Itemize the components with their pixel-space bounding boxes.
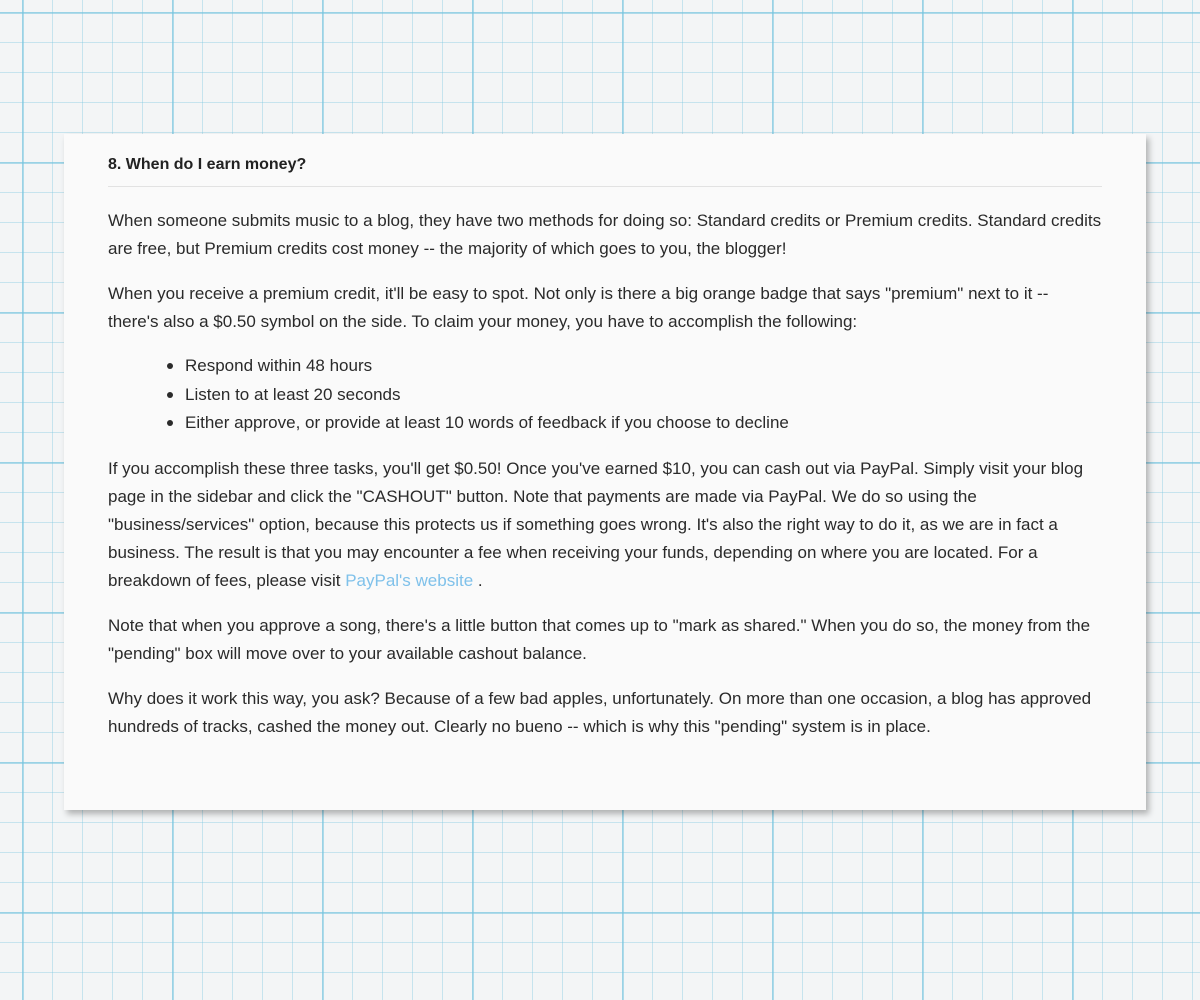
bullet-icon: [167, 392, 173, 398]
list-item-text: Either approve, or provide at least 10 words of feedback if you choose to decline: [185, 413, 789, 432]
faq-paragraph-premium: When you receive a premium credit, it'll be easy to spot. Not only is there a big orange badge that says "premium" next to it -- there's also a $0.50 symbol on the side. To claim your money, you have to accomplish the following:: [108, 284, 1049, 331]
faq-card: [64, 134, 1146, 810]
list-item-text: Respond within 48 hours: [185, 356, 373, 375]
requirements-list: [108, 352, 1102, 438]
cashout-text: If you accomplish these three tasks, you'll get $0.50! Once you've earned $10, you can cash out via PayPal. Simply visit your blog page in the sidebar and click the "CASHOUT" button. Note that payments are made via PayPal. We do so using the "business/services" option, because this protects us if something goes wrong. It's also the right way to do it, as we are in fact a business. The result is that you may encounter a fee when receiving your funds, depending on where you are located. For a breakdown of fees, please visit: [108, 458, 1084, 590]
list-item: [165, 409, 1102, 438]
list-item: [165, 381, 1102, 410]
faq-question-title: 8. When do I earn money?: [108, 156, 1102, 187]
faq-paragraph-credits: When someone submits music to a blog, they have two methods for doing so: Standard credits or Premium credits. Standard credits are free, but Premium credits cost money -- the majority of which goes to you, the blogger!: [108, 211, 1102, 258]
cashout-text-end: .: [473, 570, 483, 590]
faq-paragraph-cashout: [108, 455, 1102, 595]
faq-paragraph-pending: Why does it work this way, you ask? Because of a few bad apples, unfortunately. On more than one occasion, a blog has approved hundreds of tracks, cashed the money out. Clearly no bueno -- which is why this "pending" system is in place.: [108, 688, 1092, 736]
faq-paragraph-mark-shared: Note that when you approve a song, there's a little button that comes up to "mark as shared." When you do so, the money from the "pending" box will move over to your available cashout balance.: [108, 615, 1091, 663]
bullet-icon: [167, 420, 173, 426]
bullet-icon: [167, 363, 173, 369]
paypal-website-link[interactable]: PayPal's website: [345, 570, 474, 590]
list-item: [165, 352, 1102, 381]
list-item-text: Listen to at least 20 seconds: [185, 384, 401, 404]
